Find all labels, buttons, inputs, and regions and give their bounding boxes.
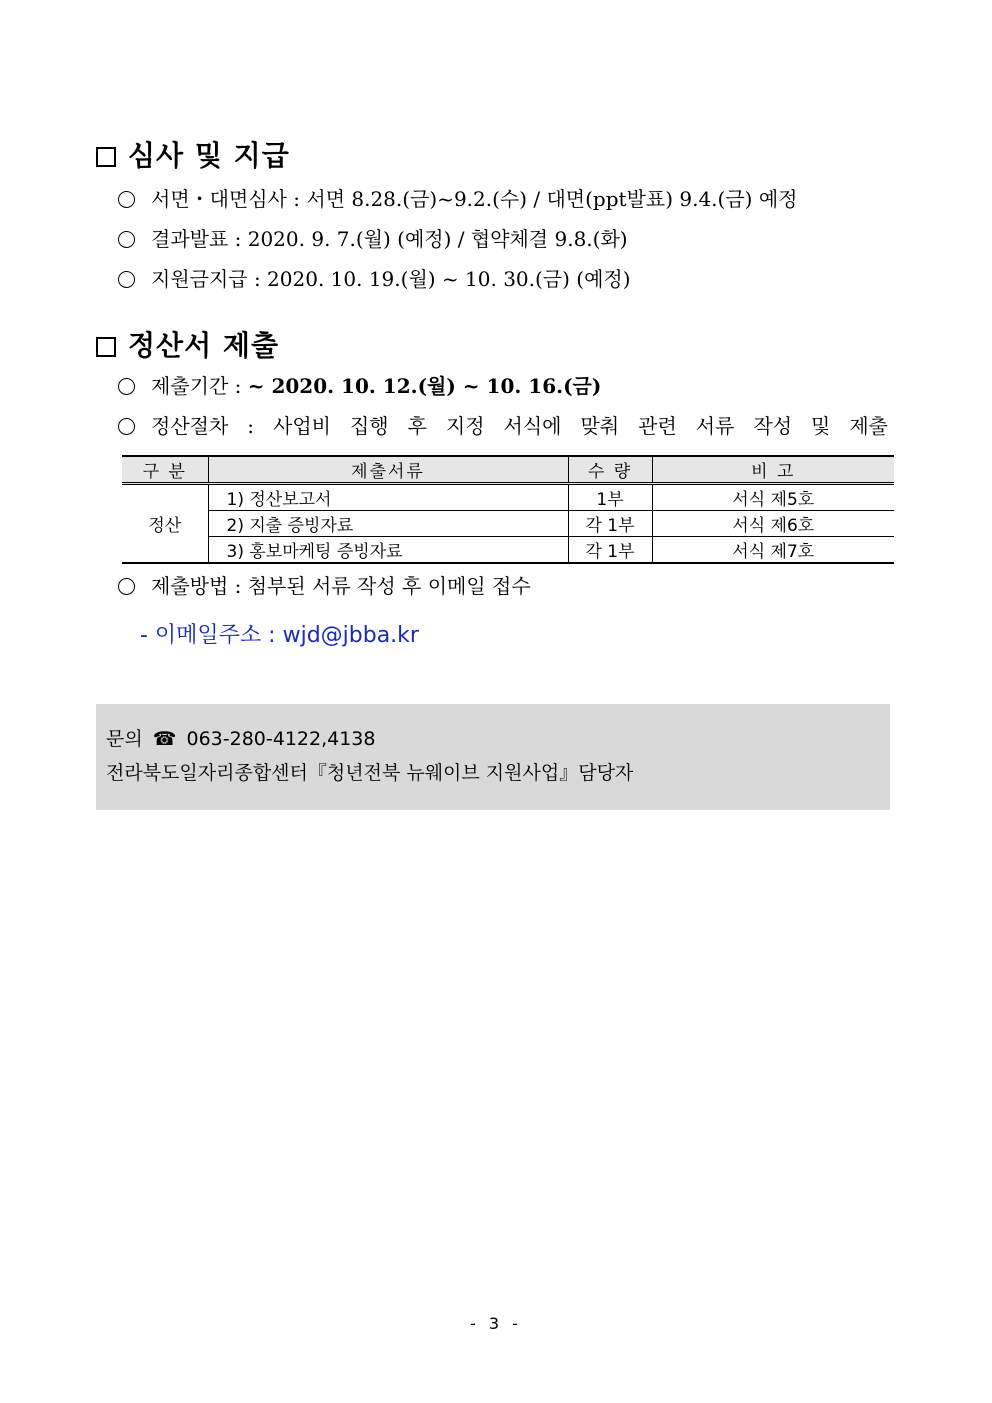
- header-documents: 제출서류: [208, 456, 568, 484]
- table-header-row: [122, 456, 894, 484]
- circle-bullet-icon: [118, 418, 135, 435]
- contact-box: [96, 704, 890, 810]
- circle-bullet-icon: [118, 231, 135, 248]
- quantity-cell: 각 1부: [568, 511, 652, 537]
- list-item-payment: 지원금지급 : 2020. 10. 19.(월) ~ 10. 30.(금) (예정): [118, 265, 631, 293]
- quantity-cell: 1부: [568, 484, 652, 511]
- circle-bullet-icon: [118, 378, 135, 395]
- header-quantity: 수 량: [568, 456, 652, 484]
- header-note: 비 고: [652, 456, 894, 484]
- contact-phone-line: [106, 722, 890, 756]
- header-category: 구 분: [122, 456, 208, 484]
- circle-bullet-icon: [118, 271, 135, 288]
- circle-bullet-icon: [118, 578, 135, 595]
- list-item-result-announcement: 결과발표 : 2020. 9. 7.(월) (예정) / 협약체결 9.8.(화): [118, 225, 628, 253]
- note-cell: 서식 제7호: [652, 537, 894, 564]
- note-cell: 서식 제6호: [652, 511, 894, 537]
- list-item-submission-method: 제출방법 : 첨부된 서류 작성 후 이메일 접수: [118, 572, 531, 600]
- circle-bullet-icon: [118, 191, 135, 208]
- page-number: - 3 -: [470, 1314, 522, 1333]
- table-row: [122, 511, 894, 537]
- document-cell: 3) 홍보마케팅 증빙자료: [208, 537, 568, 564]
- table-row: [122, 484, 894, 511]
- email-address[interactable]: - 이메일주소 : wjd@jbba.kr: [140, 623, 419, 648]
- quantity-cell: 각 1부: [568, 537, 652, 564]
- section-heading-review: 심사 및 지급: [96, 138, 290, 174]
- submission-documents-table: [122, 455, 894, 564]
- category-cell: 정산: [122, 484, 208, 564]
- list-item-submission-period: 제출기간 : ~ 2020. 10. 12.(월) ~ 10. 16.(금): [118, 372, 601, 400]
- contact-label: 문의: [106, 728, 143, 750]
- contact-organization: 전라북도일자리종합센터『청년전북 뉴웨이브 지원사업』담당자: [106, 762, 634, 784]
- table-row: [122, 537, 894, 564]
- document-cell: 1) 정산보고서: [208, 484, 568, 511]
- phone-icon: ☎: [152, 728, 177, 750]
- square-bullet-icon: [96, 337, 116, 357]
- section-heading-settlement: 정산서 제출: [96, 328, 279, 364]
- list-item-review-schedule: 서면・대면심사 : 서면 8.28.(금)~9.2.(수) / 대면(ppt발표) 9.4.(금) 예정: [118, 185, 797, 213]
- list-item-procedure: 정산절차 : 사업비 집행 후 지정 서식에 맞춰 관련 서류 작성 및 제출: [118, 412, 888, 440]
- phone-number: 063-280-4122,4138: [186, 728, 376, 750]
- square-bullet-icon: [96, 147, 116, 167]
- note-cell: 서식 제5호: [652, 484, 894, 511]
- document-cell: 2) 지출 증빙자료: [208, 511, 568, 537]
